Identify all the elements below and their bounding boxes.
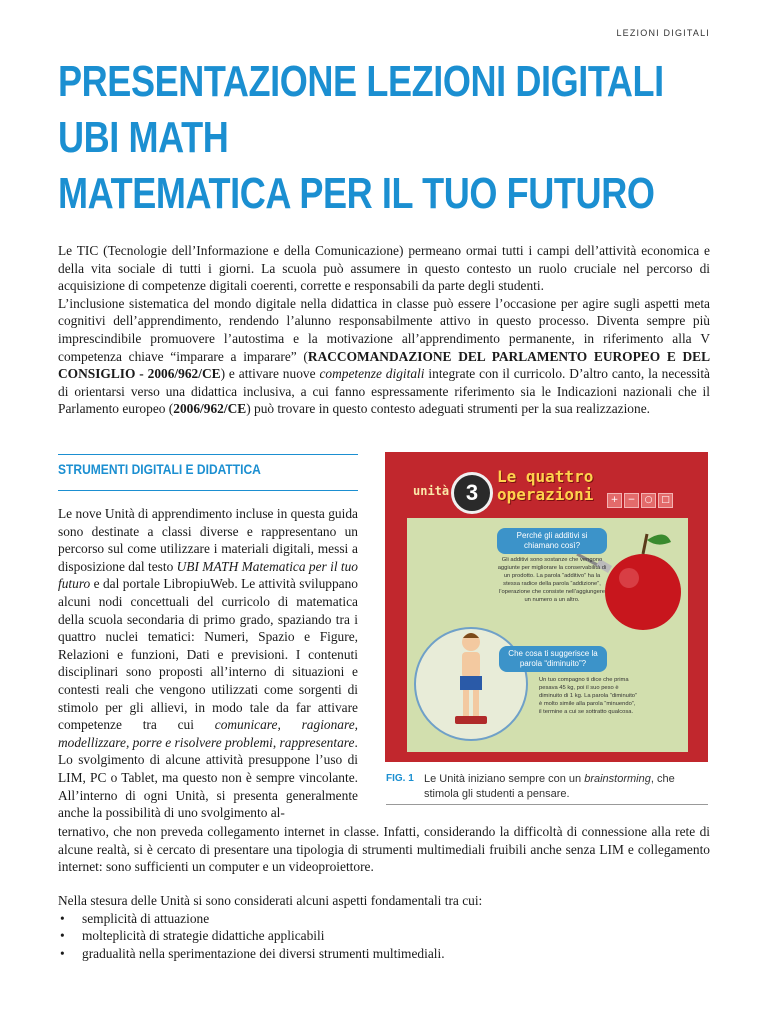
aspects-list xyxy=(58,910,710,963)
intro-text xyxy=(58,242,710,418)
zoom-toolbar xyxy=(607,489,675,508)
title-line-2: UBI MATH xyxy=(58,113,229,162)
zoom-full-icon[interactable]: □ xyxy=(658,493,673,508)
caption-text: Le Unità iniziano sempre con un brainstorming, che stimola gli studenti a pensare. xyxy=(424,773,675,800)
list-item: • semplicità di attuazione xyxy=(82,910,710,928)
aspects-section xyxy=(58,892,710,962)
running-head: LEZIONI DIGITALI xyxy=(616,28,710,38)
unit-number-badge: 3 xyxy=(451,472,493,514)
zoom-in-icon[interactable]: + xyxy=(607,493,622,508)
section-heading: STRUMENTI DIGITALI E DIDATTICA xyxy=(58,461,261,477)
caption-rule xyxy=(386,804,708,805)
aspects-intro: Nella stesura delle Unità si sono considerati alcuni aspetti fondamentali tra cui: xyxy=(58,893,483,908)
skills-list: comunicare, ragionare, modellizzare, porre e risolvere problemi xyxy=(58,717,358,750)
explanation-2: Un tuo compagno ti dice che prima pesava 45 kg, poi il suo peso è diminuito di 1 kg. La parola “diminuito” è molto simile alla parola “minuendo”, il termine a cui se sottratto qualcosa. xyxy=(539,677,637,715)
title-line-3: MATEMATICA PER IL TUO FUTURO xyxy=(58,169,655,218)
figure-illustration-panel xyxy=(407,518,688,752)
digital-skills-emphasis: competenze digitali xyxy=(319,366,425,382)
title-line-1: PRESENTAZIONE LEZIONI DIGITALI xyxy=(58,57,664,106)
boy-on-scale-icon xyxy=(415,628,527,740)
explanation-1: Gli additivi sono sostanze che vengono aggiunte per migliorare la conservabilità di un prodotto. La parola “additivo” ha la stessa radice della parola “addizione”, l’operazione che consiste nell’aggiungere un numero a un altro. xyxy=(497,557,607,603)
book-title: UBI MATH Matematica per il tuo futuro xyxy=(58,558,359,592)
figure-header xyxy=(385,452,708,518)
page-title xyxy=(58,56,664,224)
section-body xyxy=(58,505,358,822)
list-item: • molteplicità di strategie didattiche applicabili xyxy=(82,927,710,945)
section-rule-top xyxy=(58,454,358,455)
section-paragraph-1: Le nove Unità di apprendimento incluse in questa guida sono destinate a classi diverse e rappresentano un percorso sul come utilizzare i materiali digitali, messi a disposizione dal testo UBI MATH Matematica per il tuo futuro e dal portale LibropiuWeb. Le attività sviluppano alcuni nodi concettuali del curricolo di matematica della scuola secondaria di primo grado, spaziando tra i quattro nuclei tematici: Numeri, Spazio e Figure, Relazioni e funzioni, Dati e previsioni. I contenuti disciplinari sono proposti all’interno di situazioni e contesti reali che vengono utilizzati come sorgenti di stimolo per gli allievi, in modo tale da far attivare competenze tra cui comunicare, ragionare, modellizzare, porre e risolvere problemi, rappresentare. xyxy=(58,506,359,750)
regulation-code: 2006/962/CE xyxy=(173,401,247,417)
section-paragraph-2: Lo svolgimento di alcune attività presuppone l’uso di LIM, PC o Tablet, ma questo non è sempre vincolante. All’interno di ogni Unità, si presenta generalmente anche la possibilità di uno svolgimento al- xyxy=(58,752,358,821)
caption-number: FIG. 1 xyxy=(386,773,414,784)
question-bubble-1: Perché gli additivi si chiamano così? xyxy=(497,528,607,554)
intro-paragraph-2: L’inclusione sistematica del mondo digitale nella didattica in classe può essere l’occasione per agire sugli aspetti meta cognitivi dell’apprendimento, rendendo l’alunno responsabilmente attivo in questo processo. Diventa sempre più imprescindibile promuovere l’autostima e la motivazione all’apprendimento permanente, in riferimento alla V competenza chiave “imparare a imparare” (RACCOMANDAZIONE DEL PARLAMENTO EUROPEO E DEL CONSIGLIO - 2006/962/CE) e attivare nuove competenze digitali integrate con il curricolo. D’altro canto, la necessità di orientarsi verso una didattica inclusiva, a cui fanno espressamente riferimento sia le Indicazioni nazionali che il Parlamento europeo (2006/962/CE) può trovare in questo contesto adeguati strumenti per la sua realizzazione. xyxy=(58,295,711,417)
figure-unit-opener xyxy=(385,452,708,762)
list-item: • gradualità nella sperimentazione dei diversi strumenti multimediali. xyxy=(82,945,710,963)
question-bubble-2: Che cosa ti suggerisce la parola “diminuito”? xyxy=(499,646,607,672)
intro-paragraph-1: Le TIC (Tecnologie dell’Informazione e della Comunicazione) permeano ormai tutti i campi dell’attività economica e della vita sociale di tutti i giorni. La scuola può assumere in questo contesto un ruolo cruciale nel percorso di acquisizione di competenze digitali coerenti, corrette e responsabili da parte degli studenti. xyxy=(58,243,710,294)
section-rule-bottom xyxy=(58,490,358,491)
continued-paragraph: ternativo, che non preveda collegamento internet in classe. Infatti, considerando la difficoltà di connessione alla rete di alcune realtà, si è cercato di presentare una tipologia di strumenti multimediali fruibili anche senza LIM e collegamento internet: sono sufficienti un computer e un videoproiettore. xyxy=(58,824,710,875)
unit-title: Le quattro operazioni xyxy=(497,467,594,504)
zoom-out-icon[interactable]: − xyxy=(624,493,639,508)
zoom-fit-icon[interactable]: ○ xyxy=(641,493,656,508)
unit-label: unità xyxy=(413,484,450,498)
regulation-reference: RACCOMANDAZIONE DEL PARLAMENTO EUROPEO E DEL CONSIGLIO - 2006/962/CE xyxy=(58,348,710,382)
